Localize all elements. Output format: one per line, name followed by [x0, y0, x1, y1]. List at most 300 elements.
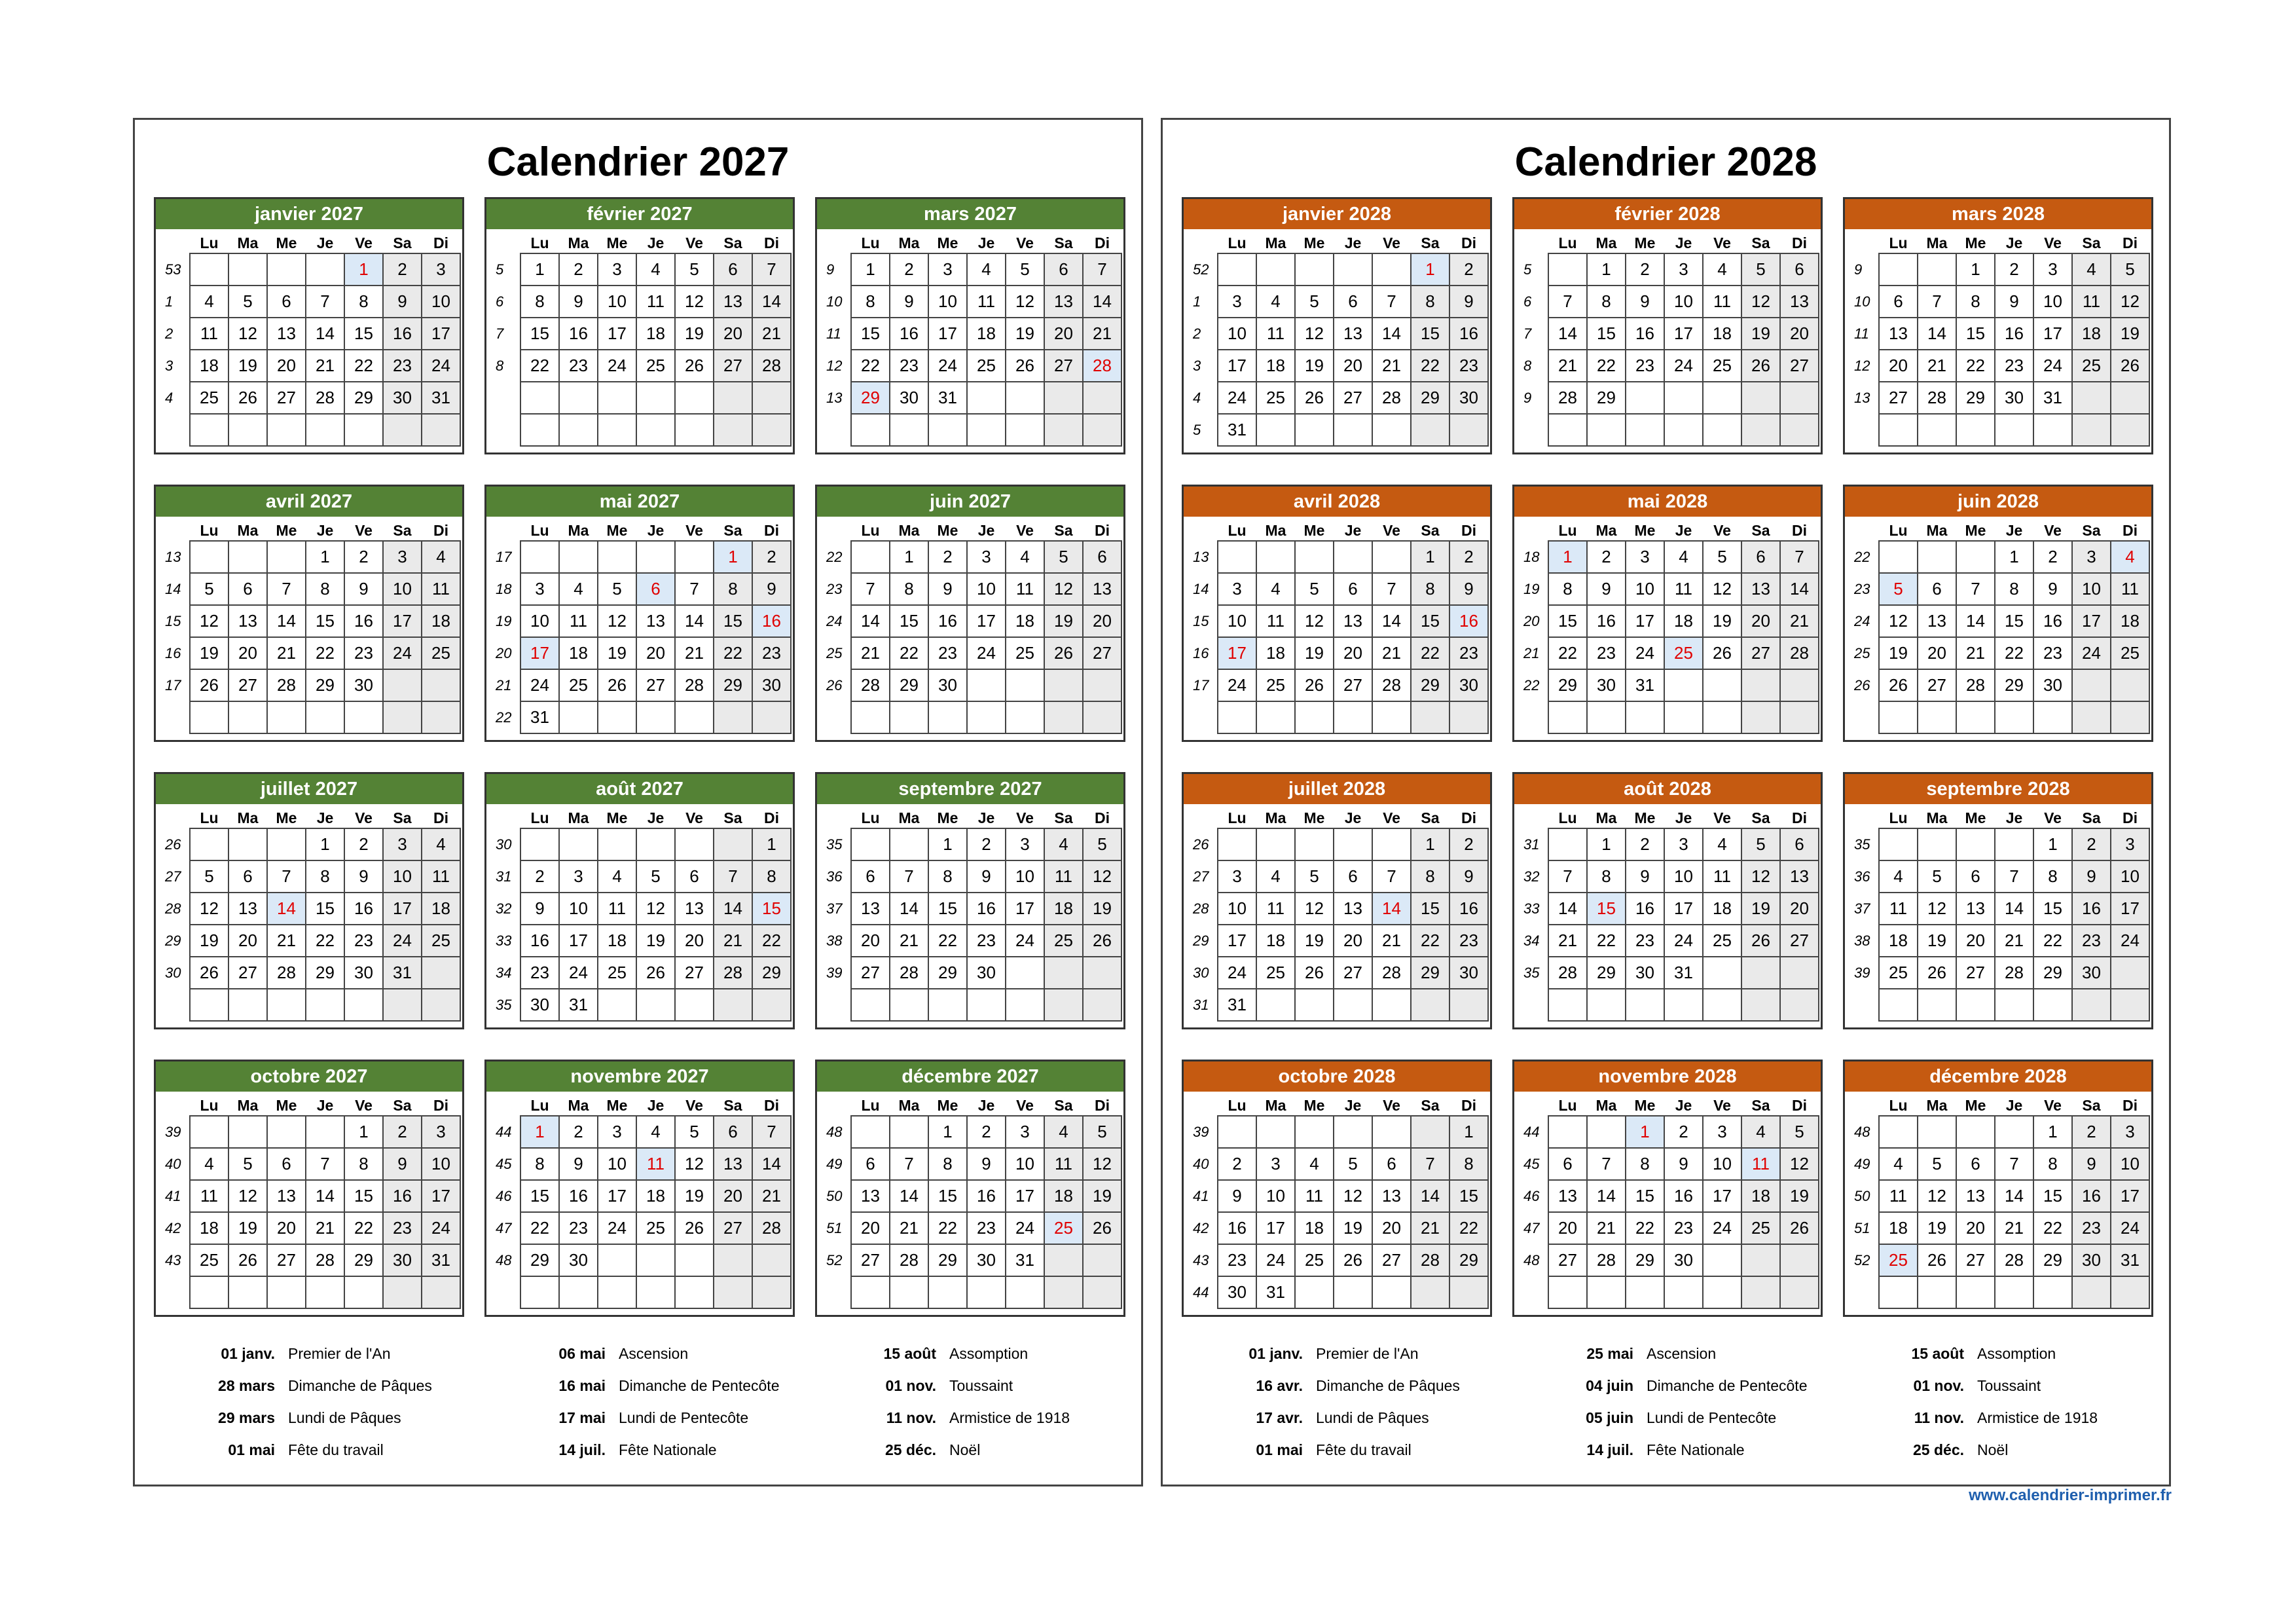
- holiday-row: [484, 1402, 812, 1434]
- day-cell: [1083, 957, 1121, 989]
- week-number: 18: [1523, 548, 1540, 565]
- day-cell: 14: [267, 893, 306, 925]
- weekday-label: Ve: [355, 1096, 373, 1114]
- day-cell: [1044, 414, 1083, 446]
- day-cell: 9: [344, 860, 383, 893]
- day-cell: [1780, 989, 1819, 1021]
- day-cell: 13: [228, 893, 267, 925]
- day-cell: 19: [1295, 637, 1334, 669]
- month-grid: [156, 1096, 461, 1309]
- week-number: 26: [1193, 836, 1209, 853]
- day-cell: 14: [1372, 893, 1411, 925]
- day-cell: 7: [267, 860, 306, 893]
- weekday-label: Je: [647, 521, 665, 539]
- week-number: 50: [826, 1187, 843, 1204]
- day-cell: 30: [1626, 957, 1664, 989]
- day-cell: 24: [2111, 925, 2149, 957]
- day-cell: 22: [1449, 1212, 1488, 1244]
- day-cell: 19: [228, 350, 267, 382]
- day-cell: 2: [559, 1116, 598, 1148]
- day-cell: 30: [520, 989, 559, 1021]
- day-cell: 4: [1256, 286, 1295, 318]
- day-cell: 24: [383, 637, 422, 669]
- day-cell: 20: [1372, 1212, 1411, 1244]
- day-cell: 23: [1995, 350, 2033, 382]
- day-cell: 16: [559, 1180, 598, 1212]
- day-cell: 21: [1548, 925, 1587, 957]
- weekday-label: Ve: [355, 521, 373, 539]
- day-cell: 18: [1741, 1180, 1780, 1212]
- day-cell: 16: [967, 893, 1006, 925]
- day-cell: [1256, 989, 1295, 1021]
- day-cell: 17: [598, 1180, 636, 1212]
- day-cell: 26: [1006, 350, 1044, 382]
- day-cell: [928, 701, 967, 733]
- day-cell: 26: [190, 957, 228, 989]
- day-cell: [228, 414, 267, 446]
- day-cell: [1879, 1116, 1918, 1148]
- day-cell: 18: [1044, 893, 1083, 925]
- weekday-label: Sa: [1054, 521, 1073, 539]
- day-cell: [383, 989, 422, 1021]
- day-cell: 4: [559, 573, 598, 605]
- holiday-name: Armistice de 1918: [949, 1409, 1070, 1426]
- month-grid: [817, 233, 1122, 447]
- week-number: 45: [496, 1155, 512, 1172]
- day-cell: 13: [1780, 860, 1819, 893]
- day-cell: 4: [422, 828, 460, 860]
- day-cell: 19: [675, 1180, 714, 1212]
- day-cell: [675, 989, 714, 1021]
- day-cell: 2: [1664, 1116, 1703, 1148]
- day-cell: 22: [752, 925, 791, 957]
- day-cell: 5: [1918, 860, 1956, 893]
- month-title: septembre 2027: [815, 772, 1125, 804]
- day-cell: 17: [1218, 925, 1256, 957]
- day-cell: 9: [967, 860, 1006, 893]
- day-cell: 10: [1218, 893, 1256, 925]
- day-cell: [1780, 1244, 1819, 1276]
- week-number: 48: [1523, 1251, 1540, 1268]
- day-cell: [1664, 669, 1703, 701]
- week-number: 5: [496, 261, 504, 278]
- weekday-label: Sa: [1751, 234, 1770, 251]
- day-cell: [598, 701, 636, 733]
- week-number: 29: [165, 932, 181, 949]
- day-cell: 11: [1256, 605, 1295, 637]
- day-cell: 21: [675, 637, 714, 669]
- holiday-date: 17 mai: [558, 1409, 606, 1426]
- day-cell: [1372, 1116, 1411, 1148]
- day-cell: 21: [1372, 925, 1411, 957]
- day-cell: 17: [1256, 1212, 1295, 1244]
- day-cell: 16: [1664, 1180, 1703, 1212]
- day-cell: 21: [1956, 637, 1995, 669]
- day-cell: 10: [1664, 286, 1703, 318]
- day-cell: 23: [1626, 925, 1664, 957]
- week-number: [486, 382, 520, 414]
- day-cell: 9: [752, 573, 791, 605]
- weekday-label: Ve: [355, 809, 373, 826]
- day-cell: 12: [1918, 1180, 1956, 1212]
- day-cell: 1: [2033, 828, 2072, 860]
- day-cell: [2072, 1276, 2111, 1308]
- day-cell: [1587, 1276, 1626, 1308]
- week-number: 2: [165, 325, 173, 342]
- day-cell: [1956, 414, 1995, 446]
- day-cell: [598, 414, 636, 446]
- month-grid: [1184, 1096, 1489, 1309]
- day-cell: 19: [1334, 1212, 1372, 1244]
- day-cell: 2: [928, 541, 967, 573]
- day-cell: [1372, 414, 1411, 446]
- day-cell: [1256, 828, 1295, 860]
- weekday-label: Ma: [898, 521, 920, 539]
- holiday-date: 04 juin: [1586, 1377, 1633, 1394]
- day-cell: 15: [1411, 318, 1449, 350]
- month-title: juin 2028: [1843, 485, 2153, 517]
- day-cell: 24: [598, 1212, 636, 1244]
- day-cell: 29: [2033, 1244, 2072, 1276]
- day-cell: 10: [1256, 1180, 1295, 1212]
- weekday-label: Ve: [2044, 809, 2062, 826]
- day-cell: 24: [1006, 925, 1044, 957]
- day-cell: 13: [228, 605, 267, 637]
- weekday-label: Lu: [1228, 234, 1247, 251]
- day-cell: [2033, 989, 2072, 1021]
- week-number: 22: [826, 548, 843, 565]
- day-cell: 1: [1411, 541, 1449, 573]
- day-cell: [928, 414, 967, 446]
- day-cell: 19: [1083, 893, 1121, 925]
- holiday-name: Assomption: [1977, 1345, 2056, 1362]
- week-number: 3: [1193, 357, 1201, 374]
- day-cell: [1548, 253, 1587, 286]
- month-title: août 2028: [1512, 772, 1823, 804]
- day-cell: 5: [1879, 573, 1918, 605]
- day-cell: [267, 828, 306, 860]
- day-cell: 6: [1334, 573, 1372, 605]
- day-cell: 15: [851, 318, 890, 350]
- day-cell: [1879, 414, 1918, 446]
- week-number: 26: [826, 676, 843, 693]
- week-number: 40: [165, 1155, 181, 1172]
- day-cell: [1411, 989, 1449, 1021]
- weekday-label: Ve: [685, 521, 703, 539]
- day-cell: [1741, 414, 1780, 446]
- day-cell: 22: [520, 350, 559, 382]
- day-cell: 18: [190, 350, 228, 382]
- day-cell: 11: [1006, 573, 1044, 605]
- day-cell: 20: [1956, 1212, 1995, 1244]
- day-cell: 13: [1372, 1180, 1411, 1212]
- day-cell: 15: [1995, 605, 2033, 637]
- day-cell: 7: [1083, 253, 1121, 286]
- day-cell: 1: [1548, 541, 1587, 573]
- weekday-label: Ve: [355, 234, 373, 251]
- day-cell: 27: [1879, 382, 1918, 414]
- day-cell: 29: [1995, 669, 2033, 701]
- month-block: [1843, 772, 2153, 1029]
- day-cell: 27: [1780, 925, 1819, 957]
- day-cell: 20: [228, 637, 267, 669]
- day-cell: 6: [1548, 1148, 1587, 1180]
- day-cell: 16: [890, 318, 928, 350]
- weekday-label: Ma: [898, 809, 920, 826]
- day-cell: [228, 989, 267, 1021]
- week-number: 34: [1523, 932, 1540, 949]
- weekday-label: Di: [1792, 234, 1807, 251]
- weekday-label: Ma: [568, 809, 589, 826]
- week-number: 11: [826, 325, 841, 342]
- day-cell: 7: [1548, 286, 1587, 318]
- weekday-label: Ve: [1016, 1096, 1034, 1114]
- weekday-label: Sa: [393, 234, 412, 251]
- week-number: 35: [496, 996, 512, 1013]
- day-cell: 20: [1780, 893, 1819, 925]
- day-cell: 5: [1918, 1148, 1956, 1180]
- day-cell: 22: [928, 925, 967, 957]
- day-cell: 1: [306, 828, 344, 860]
- day-cell: 18: [1295, 1212, 1334, 1244]
- weekday-label: Ma: [237, 809, 259, 826]
- day-cell: 13: [1548, 1180, 1587, 1212]
- week-number: 27: [165, 868, 181, 885]
- day-cell: 28: [1372, 382, 1411, 414]
- day-cell: [675, 1276, 714, 1308]
- month-title: décembre 2027: [815, 1060, 1125, 1092]
- day-cell: 8: [1411, 573, 1449, 605]
- day-cell: [890, 989, 928, 1021]
- weekday-label: Ma: [1595, 234, 1617, 251]
- month-block: [154, 1060, 464, 1317]
- day-cell: 27: [714, 350, 752, 382]
- day-cell: 12: [675, 1148, 714, 1180]
- holiday-row: [1512, 1402, 1840, 1434]
- week-number: [1845, 414, 1879, 446]
- weekday-label: Sa: [1421, 809, 1440, 826]
- week-number: 11: [1854, 325, 1869, 342]
- day-cell: 29: [1626, 1244, 1664, 1276]
- weekday-label: Lu: [1889, 1096, 1908, 1114]
- day-cell: 7: [752, 1116, 791, 1148]
- week-number: 13: [1854, 389, 1870, 406]
- website-link[interactable]: www.calendrier-imprimer.fr: [1969, 1486, 2172, 1504]
- day-cell: 4: [1006, 541, 1044, 573]
- day-cell: [520, 382, 559, 414]
- day-cell: 7: [890, 860, 928, 893]
- day-cell: 25: [1741, 1212, 1780, 1244]
- weekday-label: Di: [1095, 234, 1110, 251]
- weekday-label: Ma: [1265, 521, 1286, 539]
- day-cell: 15: [928, 1180, 967, 1212]
- day-cell: 16: [752, 605, 791, 637]
- day-cell: [2072, 701, 2111, 733]
- month-block: [1182, 197, 1492, 454]
- day-cell: 24: [1256, 1244, 1295, 1276]
- day-cell: 3: [1664, 828, 1703, 860]
- day-cell: 20: [1044, 318, 1083, 350]
- day-cell: 7: [1372, 573, 1411, 605]
- day-cell: 20: [851, 925, 890, 957]
- day-cell: 21: [1995, 1212, 2033, 1244]
- day-cell: [1956, 701, 1995, 733]
- day-cell: 18: [2111, 605, 2149, 637]
- day-cell: 30: [2072, 957, 2111, 989]
- day-cell: 12: [1703, 573, 1741, 605]
- day-cell: 10: [967, 573, 1006, 605]
- day-cell: 6: [1334, 286, 1372, 318]
- month-block: [1182, 1060, 1492, 1317]
- day-cell: [1083, 989, 1121, 1021]
- weekday-label: Lu: [861, 521, 880, 539]
- day-cell: 23: [520, 957, 559, 989]
- day-cell: 27: [1741, 637, 1780, 669]
- week-number: [817, 414, 851, 446]
- day-cell: 23: [1218, 1244, 1256, 1276]
- day-cell: 6: [1741, 541, 1780, 573]
- day-cell: 16: [383, 318, 422, 350]
- day-cell: 11: [1256, 318, 1295, 350]
- day-cell: 19: [675, 318, 714, 350]
- day-cell: 12: [1918, 893, 1956, 925]
- day-cell: 13: [1083, 573, 1121, 605]
- day-cell: 17: [2111, 1180, 2149, 1212]
- day-cell: [636, 382, 675, 414]
- day-cell: 29: [752, 957, 791, 989]
- day-cell: 24: [2111, 1212, 2149, 1244]
- day-cell: [1372, 541, 1411, 573]
- day-cell: [1587, 414, 1626, 446]
- day-cell: 29: [1411, 382, 1449, 414]
- day-cell: 18: [1879, 925, 1918, 957]
- day-cell: [1918, 989, 1956, 1021]
- week-number: [817, 989, 851, 1021]
- day-cell: 25: [1295, 1244, 1334, 1276]
- day-cell: [1256, 253, 1295, 286]
- holiday-row: [484, 1338, 812, 1370]
- day-cell: 10: [559, 893, 598, 925]
- day-cell: 20: [1334, 637, 1372, 669]
- holiday-name: Premier de l'An: [288, 1345, 391, 1362]
- weekday-label: Di: [2123, 521, 2138, 539]
- day-cell: 23: [1664, 1212, 1703, 1244]
- month-grid: [1184, 808, 1489, 1022]
- day-cell: [967, 989, 1006, 1021]
- week-number: 47: [1523, 1219, 1540, 1236]
- day-cell: 17: [1703, 1180, 1741, 1212]
- holiday-name: Dimanche de Pâques: [1316, 1377, 1460, 1394]
- weekday-label: Ve: [2044, 234, 2062, 251]
- day-cell: 21: [890, 1212, 928, 1244]
- weekday-label: Di: [433, 1096, 448, 1114]
- day-cell: 2: [2072, 1116, 2111, 1148]
- holiday-name: Dimanche de Pentecôte: [1647, 1377, 1808, 1394]
- day-cell: [190, 541, 228, 573]
- week-number: 24: [1854, 612, 1870, 629]
- day-cell: [890, 828, 928, 860]
- day-cell: 9: [967, 1148, 1006, 1180]
- day-cell: 8: [2033, 1148, 2072, 1180]
- weekday-label: Lu: [1889, 809, 1908, 826]
- holiday-date: 25 déc.: [885, 1441, 936, 1458]
- day-cell: 3: [967, 541, 1006, 573]
- day-cell: [714, 828, 752, 860]
- day-cell: 16: [559, 318, 598, 350]
- day-cell: [1548, 414, 1587, 446]
- day-cell: 9: [344, 573, 383, 605]
- day-cell: [267, 1116, 306, 1148]
- holiday-row: [154, 1402, 481, 1434]
- holiday-date: 25 déc.: [1913, 1441, 1964, 1458]
- weekday-label: Di: [1461, 234, 1476, 251]
- weekday-label: Je: [1344, 521, 1362, 539]
- day-cell: 27: [1044, 350, 1083, 382]
- day-cell: 12: [1044, 573, 1083, 605]
- day-cell: 21: [1083, 318, 1121, 350]
- week-number: 46: [496, 1187, 512, 1204]
- day-cell: 6: [267, 1148, 306, 1180]
- day-cell: 25: [636, 1212, 675, 1244]
- day-cell: 7: [267, 573, 306, 605]
- week-number: 41: [165, 1187, 181, 1204]
- month-title: octobre 2028: [1182, 1060, 1492, 1092]
- week-number: 8: [496, 357, 504, 374]
- day-cell: 14: [1918, 318, 1956, 350]
- day-cell: [1780, 669, 1819, 701]
- holiday-row: [815, 1338, 1142, 1370]
- day-cell: [1879, 989, 1918, 1021]
- day-cell: 6: [228, 860, 267, 893]
- week-number: 12: [1854, 357, 1870, 374]
- day-cell: 8: [1587, 860, 1626, 893]
- weekday-label: Sa: [1054, 234, 1073, 251]
- week-number: 44: [1523, 1123, 1540, 1140]
- week-number: 10: [1854, 293, 1870, 310]
- day-cell: [422, 414, 460, 446]
- day-cell: 15: [928, 893, 967, 925]
- day-cell: [1044, 669, 1083, 701]
- day-cell: 7: [306, 1148, 344, 1180]
- month-grid: [1845, 233, 2150, 447]
- week-number: 31: [496, 868, 512, 885]
- weekday-label: Ma: [1595, 809, 1617, 826]
- day-cell: 17: [383, 605, 422, 637]
- day-cell: 20: [267, 1212, 306, 1244]
- holiday-date: 16 mai: [558, 1377, 606, 1394]
- day-cell: 9: [383, 1148, 422, 1180]
- month-grid: [1514, 233, 1819, 447]
- day-cell: 20: [1956, 925, 1995, 957]
- day-cell: 29: [1411, 669, 1449, 701]
- day-cell: 28: [675, 669, 714, 701]
- day-cell: 14: [1372, 605, 1411, 637]
- week-number: 39: [1854, 964, 1870, 981]
- day-cell: 3: [2111, 1116, 2149, 1148]
- day-cell: 12: [1780, 1148, 1819, 1180]
- day-cell: 23: [967, 925, 1006, 957]
- day-cell: 14: [1780, 573, 1819, 605]
- week-number: 39: [165, 1123, 181, 1140]
- week-number: 5: [1193, 421, 1201, 438]
- day-cell: [267, 1276, 306, 1308]
- month-block: [815, 197, 1125, 454]
- day-cell: 17: [928, 318, 967, 350]
- day-cell: 11: [422, 573, 460, 605]
- day-cell: 4: [1044, 1116, 1083, 1148]
- day-cell: 21: [1918, 350, 1956, 382]
- day-cell: 7: [1587, 1148, 1626, 1180]
